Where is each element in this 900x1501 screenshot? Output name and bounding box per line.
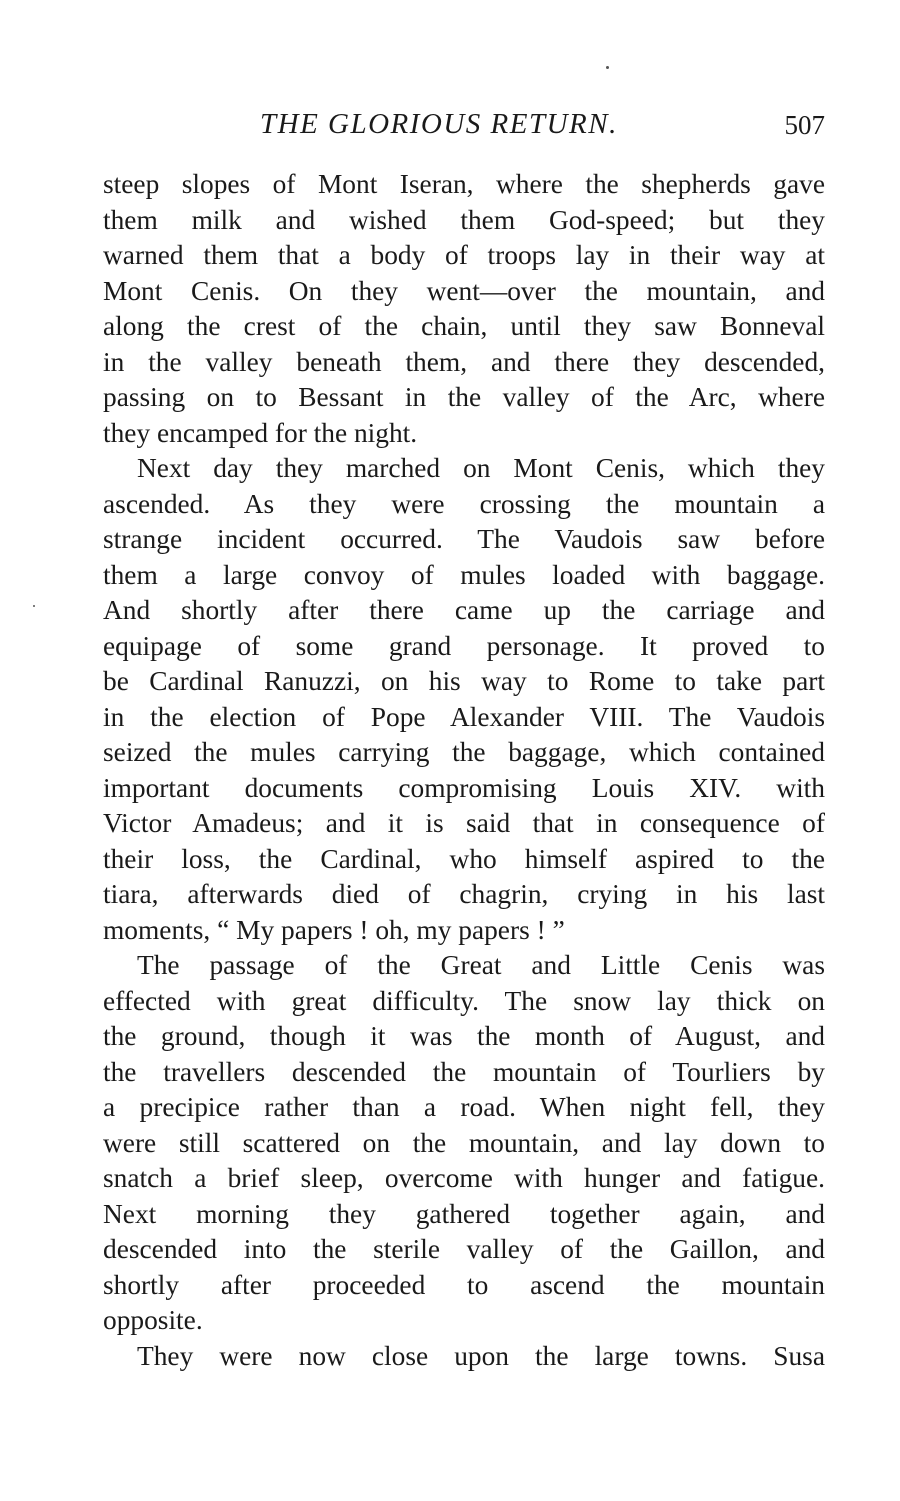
text-line: in the election of Pope Alexander VIII. The Vaudois xyxy=(103,701,825,732)
text-line: warned them that a body of troops lay in their way at xyxy=(103,240,825,270)
text-line: the ground, though it was the month of August, and xyxy=(103,1021,825,1051)
text-line: effected with great difficulty. The snow lay thick on xyxy=(103,985,825,1016)
text-line: equipage of some grand personage. It proved to xyxy=(103,630,825,661)
text-line: them milk and wished them God-speed; but they xyxy=(103,204,825,235)
text-line: they encamped for the night. xyxy=(103,417,418,448)
text-line: shortly after proceeded to ascend the mountain xyxy=(103,1269,825,1300)
text-line: important documents compromising Louis XIV. with xyxy=(103,772,825,803)
running-title: THE GLORIOUS RETURN. xyxy=(260,108,618,140)
text-line: opposite. xyxy=(103,1305,203,1335)
text-line: steep slopes of Mont Iseran, where the shepherds gave xyxy=(103,169,825,199)
text-line: ascended. As they were crossing the mountain a xyxy=(103,488,825,519)
text-line: And shortly after there came up the carriage and xyxy=(103,595,825,625)
text-line: be Cardinal Ranuzzi, on his way to Rome to take part xyxy=(103,666,825,696)
text-line: snatch a brief sleep, overcome with hunger and fatigue. xyxy=(103,1163,825,1193)
text-line: along the crest of the chain, until they saw Bonneval xyxy=(103,311,825,341)
text-line: the travellers descended the mountain of Tourliers by xyxy=(103,1056,825,1087)
text-line: Victor Amadeus; and it is said that in consequence of xyxy=(103,808,825,838)
page-number: 507 xyxy=(784,110,825,140)
paragraph-4 xyxy=(103,1339,825,1375)
text-line: passing on to Bessant in the valley of the Arc, where xyxy=(103,382,825,412)
text-line: strange incident occurred. The Vaudois saw before xyxy=(103,524,825,554)
text-line: a precipice rather than a road. When night fell, they xyxy=(103,1092,825,1122)
text-line: Next day they marched on Mont Cenis, which they xyxy=(137,453,825,483)
text-line: They were now close upon the large towns. Susa xyxy=(137,1340,825,1371)
paragraph-3 xyxy=(103,948,825,1339)
text-line: tiara, afterwards died of chagrin, crying in his last xyxy=(103,879,825,909)
text-line: descended into the sterile valley of the Gaillon, and xyxy=(103,1234,825,1264)
text-line: their loss, the Cardinal, who himself aspired to the xyxy=(103,843,825,874)
text-line: Mont Cenis. On they went—over the mountain, and xyxy=(103,275,825,306)
text-line: were still scattered on the mountain, and lay down to xyxy=(103,1127,825,1158)
text-line: in the valley beneath them, and there they descended, xyxy=(103,346,825,377)
print-speck xyxy=(606,66,609,69)
paragraph-1 xyxy=(103,167,825,451)
running-head xyxy=(103,108,825,148)
text-line: them a large convoy of mules loaded with baggage. xyxy=(103,559,825,590)
print-speck xyxy=(33,605,35,607)
paragraph-2 xyxy=(103,451,825,948)
text-line: moments, “ My papers ! oh, my papers ! ” xyxy=(103,914,565,945)
text-line: seized the mules carrying the baggage, which contained xyxy=(103,737,825,767)
body-text xyxy=(103,167,825,1374)
text-line: The passage of the Great and Little Cenis was xyxy=(137,950,825,980)
text-line: Next morning they gathered together again, and xyxy=(103,1198,825,1229)
